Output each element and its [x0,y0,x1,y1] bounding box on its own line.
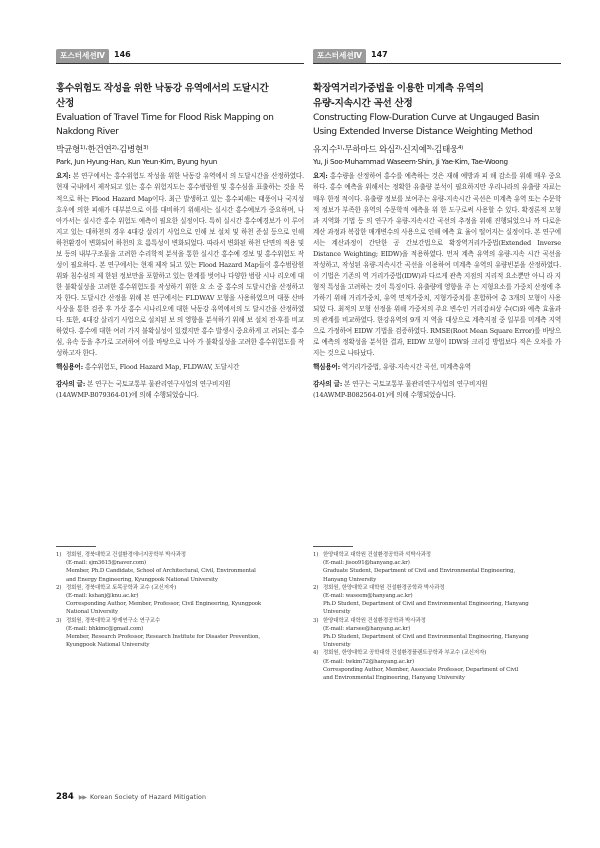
footnote-line: 한양대학교 대학원 건설환경공학과 박사과정 [323,617,426,624]
footnote-line: 정회원, 경북대학교 토목공학과 교수 (교신저자) [66,584,177,591]
authors-english: Park, Jun Hyung·Han, Kun Yeun·Kim, Byung hyun [56,157,218,167]
abstract-line: 유역 또는 수문학적 정보가 부족한 유역의 수문학적 예측을 위 [313,194,561,214]
footnote-line: Hanyang University [323,576,377,583]
footnote-rule [313,546,353,547]
abstract-line: 본 연구에서는 홍수위험도 작성을 위한 낙동강 유역에서 [70,172,228,181]
author-name: 유지수 [313,145,338,156]
abstract-line: 유출량 분석이 필요하지만 우리나라의 유출량 자료는 매우 한정 [313,183,561,203]
abstract-line: 달시간을 산정하였다. 또한, 4대강 살리기 사업으로 설치된 보 [56,304,305,325]
footnote [313,617,561,650]
footnote-number: 1) [313,552,319,558]
double-arrow-icon: ▶▶ [78,793,86,801]
acknowledgement-line: (14AWMP-B079364-01)에 의해 수행되었습니다. [56,391,199,400]
footnote-line: (E-mail: jisoo91@hanyang.ac.kr) [323,560,410,567]
right-article [313,48,561,402]
footnote-line: Corresponding Author, Member, Associate Professor, Department of Civil [323,666,519,673]
abstract-line: 시간 곡선을 작성하고, 작성된 유량-지속시간 곡선을 이용하여 [313,249,562,269]
abstract-line: EIDW 기법을 검증하였다. RMSE(Root Mean Square Error)를 [354,327,541,336]
abstract-line: 수(C)와 예측 효율과의 관계를 비교하였다. 한강유역의 9개 지 [313,304,561,325]
abstract-label: 요지: [56,172,71,181]
keywords [313,362,561,373]
abstract-line: 가 불확실성을 고려한 홍수위험도를 작성하고자 한다. [56,338,304,358]
footnote [56,617,304,650]
abstract-line: 려되는 홍수심, 유속 등을 추가로 고려하여 이를 바탕으로 나아 [56,327,304,347]
footnote-rule [56,546,96,547]
abstract-line: 면적가중치, 지형가중치를 혼합하여 총 3개의 모형이 사용되었 [313,293,561,313]
abstract-line: 름특성이 변화되었다. 따라서 변화된 하천 단면의 적용 및 보 [56,238,305,258]
footnote-line: 정회원, 한양대학교 공학대학 건설환경플랜트공학과 부교수 (교신저자) [323,650,487,657]
abstract-line: 대한 여러 가지 불확실성이 있겠지만 홍수 발생시 중요하게 고 [98,327,270,336]
english-title-line: Using Extended Inverse Distance Weighting Method [313,126,533,138]
footnote-line: (E-mail: sjm3615@naver.com) [66,560,147,567]
author-name: 무하마드 와심 [344,145,395,156]
footnote-line: (E-mail: bhkimc@gmail.com) [66,625,144,632]
footnote [313,649,561,682]
abstract-line: 역을 대상으로 계측지점 중 일부를 미계측 지역으로 가정하여 [313,316,561,336]
abstract-line: Weighting; EIDW)을 적용하였다. 먼저 계측 유역의 유량-지속 [343,249,525,258]
footnote-line: 한양대학교 대학원 건설환경공학과 석박사과정 [323,552,431,558]
author-name: 한건연 [87,145,112,156]
footnote-line: Ph.D Student, Department of Civil and Environmental Engineering, Hanyang [323,601,529,608]
footnote-line: and Energy Engineering, Kyungpook National University [66,576,218,583]
session-number: 147 [371,50,388,59]
abstract-line: 한 도구로써 사용할 수 있다. 확정론적 모형과 지역화 기법 등 [313,205,561,225]
author-name: 김태웅 [433,145,458,156]
acknowledgement-line: 본 연구는 국토교통부 물관리연구사업의 연구비지원 [85,380,231,389]
footnote-number: 2) [313,584,319,591]
acknowledgement-label: 감사의 글: [56,380,86,389]
korean-title-line: 홍수위험도 작성을 위한 낙동강 유역에서의 도달시간 [56,83,269,94]
abstract-line: 소 중 홍수의 도달시간을 산정하고자 한다. 도달시간 산정을 위해 본 [56,282,304,302]
journal-name: Korean Society of Hazard Mitigation [89,793,207,801]
abstract-line: 다로운 계산 과정과 복잡한 매개변수의 사용으로 인해 예측 효 [313,216,561,236]
footnote-number: 4) [313,650,319,657]
footnote-line: (E-mail: twkim72@hanyang.ac.kr) [323,658,415,665]
session-tag: 포스터세션Ⅳ [313,49,366,63]
author-affil-mark: 2) [111,145,117,152]
footnote-line: (E-mail: waseem@hanyang.ac.kr) [323,593,413,600]
english-title-line: Evaluation of Travel Time for Flood Risk Mapping on [56,112,274,123]
abstract-line: 위험도 예측이 필요한 실정이다. 특히 실시간 홍수예경보가 이 [118,216,290,225]
abstract-label: 요지: [313,172,328,181]
footnote-line: Graduate Student, Department of Civil and Environmental Engineering, [323,568,516,575]
abstract-line: 간보간법으로 확장역거리가중법(Extended Inverse Distance [313,238,561,258]
footnote-number: 3) [313,617,319,624]
abstract [56,171,304,359]
abstract-line: 설치 및 하천 준설 등으로 인해 하천환경이 변화되어 하천의 흐 [56,227,304,247]
korean-title-line: 확장역거리가중법을 이용한 미계측 유역의 [313,83,484,94]
abstract-line: 루어지고 있는 대하천의 경우 4대강 살리기 사업으로 인해 보 [56,216,305,236]
session-header [56,48,304,64]
english-title-line: Constructing Flow-Duration Curve at Ungauged Basin [313,112,540,123]
abstract-line: 되고 있는 Flood Hazard Map들이 홍수범람원위와 침수심의 제 [56,260,304,280]
abstract-line: 미계측 유역의 유량빈분을 산정하였다. 이 기법은 기존의 역 [313,260,561,280]
abstract [313,171,561,359]
footnote-line: 정회원, 경북대학교 건설환경에너지공학부 박사과정 [66,552,186,558]
footnote [313,584,561,617]
author-affil-mark: 1) [337,145,343,152]
session-tag: 포스터세션Ⅳ [56,49,109,63]
footnote [313,551,561,584]
abstract-line: 의 도달시간을 산정하였다. 현재 국내에서 제작되고 있는 홍수 [56,172,304,192]
session-number: 146 [114,50,131,59]
abstract-line: 태풍이나 국지성 호우에 의한 피해가 대부분으로 이를 대비하기 [56,194,305,214]
english-title [56,111,304,139]
page-number: 284 [56,792,74,802]
footnote-line: Member, Research Professor, Research Institute for Disaster Prevention, [66,634,261,641]
abstract-line: 라 지형적 특성을 고려하는 것이 특징이다. 유출량에 영향을 주 [313,271,561,291]
footnote [56,584,304,617]
footnote-number: 2) [56,584,62,591]
abstract-line: 연구에서는 FLDWAV 모형을 사용하였으며 대풍 산바 사상을 [56,293,304,313]
author-name: 신지예 [402,145,427,156]
authors-english: Yu, Ji Soo·Muhammad Waseem·Shin, Ji Yae·Kim, Tae-Woong [313,157,508,167]
author-affil-mark: 2) [394,145,400,152]
abstract-line: 한된 정보만을 포함하고 있는 한계를 벗어나 다양한 범람 시나 [105,271,276,280]
abstract-line: 적이다. 유출량 정보를 보여주는 유량-지속시간 곡선은 미계측 [341,194,512,203]
abstract-line: 등의 내부구조물을 고려한 수리학적 분석을 통한 실시간 홍수예 [64,249,240,258]
footnote-line: (E-mail: kshanj@knu.ac.kr) [66,593,139,600]
abstract-line: 의 영향을 분석하기 위해 보 설치 전·후를 비교하였다. 홍수에 [56,316,305,336]
abstract-line: 다. 최적의 모형 선정을 위해 가중치의 주요 변수인 거리감쇠상 [327,304,502,313]
korean-title-line: 산정 [56,97,74,109]
abstract-line: 의 연구가 유량-지속시간 곡선의 추정을 위해 진행되었으나 까 [366,216,540,225]
abstract-line: 크리깅 방법보다 적은 오차를 가지는 것으로 나타났다. [313,338,561,358]
abstract-line: 통한 검증 후 가상 홍수 시나리오에 대한 낙동강 유역에서의 도 [76,304,251,313]
author-name: 김병현 [119,145,144,156]
keywords-label: 핵심용어: [56,363,83,372]
authors-korean: 유지수$^{1)}$·무하마드 와심$^{2)}$·신지예$^{3)}$·김태웅$^{4)}$ [313,145,463,156]
abstract-line: 위험지도는 홍수범람원 및 홍수심을 표출하는 것을 목적으로 [56,183,304,203]
acknowledgement [56,379,304,401]
author-affil-mark: 3) [143,145,149,152]
footnote-line: University [323,642,351,649]
acknowledgement [313,379,561,401]
keywords-text: 역거리가중법, 유량-지속시간 곡선, 미계측유역 [339,363,471,372]
keywords-text: 홍수위험도, Flood Hazard Map, FLDWAV, 도달시간 [82,363,240,372]
abstract-line: 하는 Flood Hazard Map이다. 최근 발생하고 있는 홍수피해는 [76,194,257,203]
footnote-line: 정회원, 경북대학교 방재연구소 연구교수 [66,617,161,624]
korean-title-line: 유량-지속시간 곡선 산정 [313,97,413,109]
korean-title [313,82,561,111]
abstract-line: 경보 및 홍수위험도 작성이 필요하다. 본 연구에서는 현재 제작 [56,249,304,269]
footnote-line: National University [66,609,119,616]
footnotes-right [313,551,561,682]
abstract-line: 홍수량을 산정하여 홍수를 예측하는 것은 재해 예방과 피 [327,172,488,181]
abstract-line: 는 지형요소를 가중치 산정에 추가하기 위해 거리가중치, 유역 [313,282,561,302]
keywords [56,362,304,373]
footnote-number: 3) [56,617,62,624]
footnote [56,551,304,584]
authors-korean: 박균형$^{1)}$·한건연$^{2)}$·김병현$^{3)}$ [56,145,149,156]
footnote-line: and Environmental Engineering, Hanyang University [323,675,465,682]
left-article [56,48,304,402]
korean-title [56,82,304,111]
footnote-number: 1) [56,552,62,558]
footnote-line: Ph.D Student, Department of Civil and Environmental Engineering, Hanyang [323,634,529,641]
acknowledgement-line: (14AWMP-B082564-01)에 의해 수행되었습니다. [313,391,456,400]
footnote-line: University [323,609,351,616]
footnote-line: Member, Ph.D Candidate, School of Architectural, Civil, Environmental [66,568,256,575]
acknowledgement-label: 감사의 글: [313,380,343,389]
footnotes-left [56,551,304,649]
footnote-line: Corresponding Author, Member, Professor, Civil Engineering, Kyungpook [66,601,262,608]
abstract-line: 율이 떨어지는 실정이다. 본 연구에서는 계산과정이 간단한 공 [313,227,561,247]
keywords-label: 핵심용어: [313,363,340,372]
session-header [313,48,561,64]
abstract-line: 리오에 대한 불확실성을 고려한 홍수위험도를 작성하기 위한 요 [56,271,304,291]
acknowledgement-line: 본 연구는 국토교통부 물관리연구사업의 연구비지원 [342,380,488,389]
author-affil-mark: 1) [80,145,86,152]
author-affil-mark: 4) [457,145,463,152]
author-name: 박균형 [56,145,81,156]
abstract-line: 거리가중법(IDW)과 다르게 관측 지점의 지리적 요소뿐만 아니 [370,271,545,280]
abstract-line: 바탕으로 예측의 정확성을 분석한 결과, EIDW 모형이 IDW와 [313,327,561,347]
page-footer [56,792,206,802]
english-title [313,111,561,139]
abstract-line: 해 감소를 위해 매우 중요하다. 홍수 예측을 위해서는 정확한 [313,172,561,192]
abstract-line: 위해서는 실시간 홍수예보가 중요하며, 나아가서는 실시간 홍수 [56,205,305,225]
english-title-line: Nakdong River [56,126,119,138]
author-affil-mark: 3) [426,145,432,152]
footnote-line: Kyungpook National University [66,642,150,649]
footnote-line: 정회원, 한양대학교 대학원 건설환경공학과 박사과정 [323,584,445,591]
footnote-line: (E-mail: starsee@hanyang.ac.kr) [323,625,411,632]
